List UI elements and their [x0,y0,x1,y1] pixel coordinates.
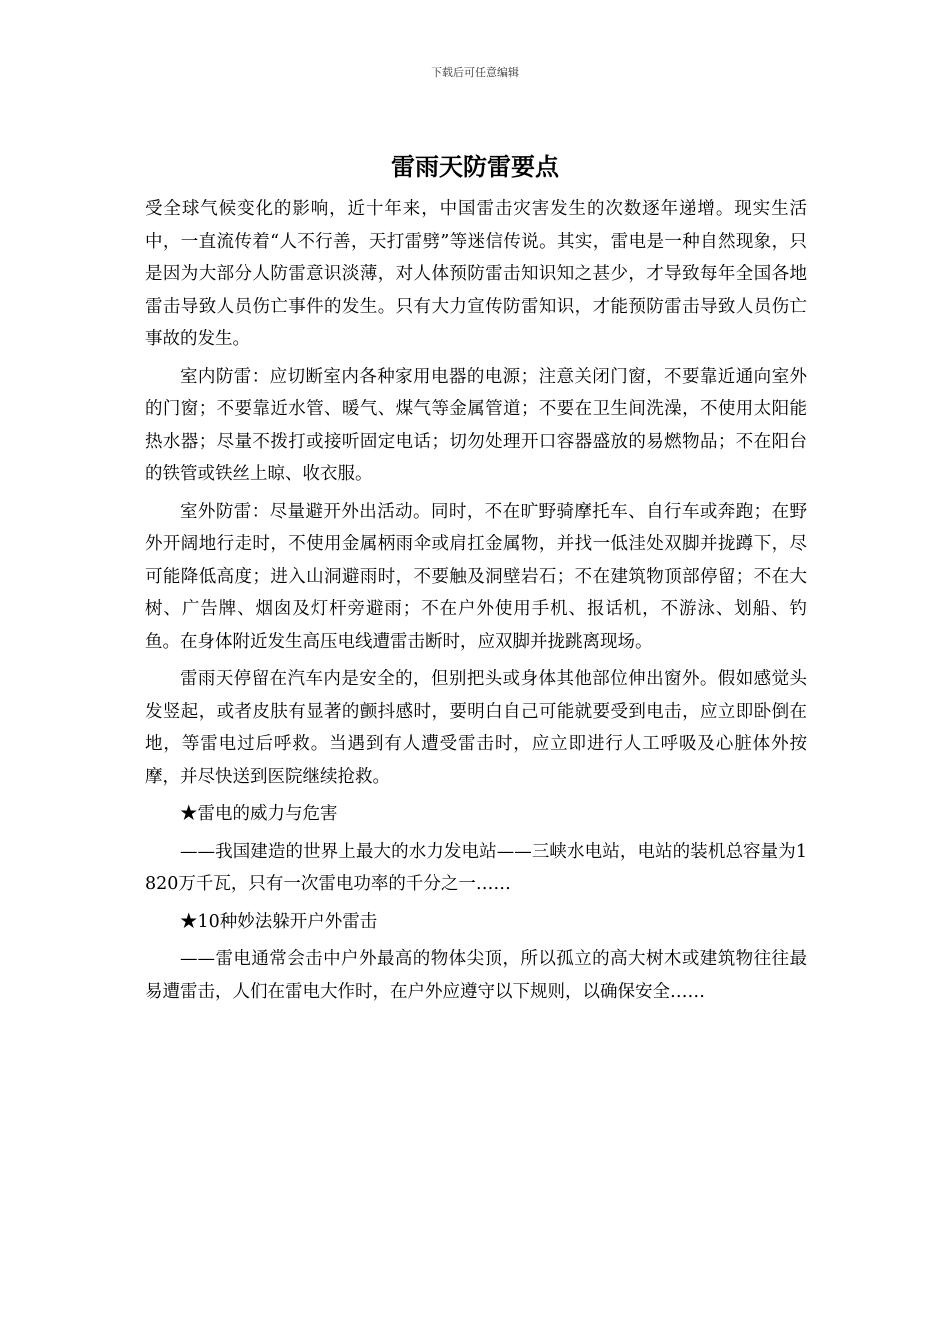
ten-methods-paragraph: ——雷电通常会击中户外最高的物体尖顶，所以孤立的高大树木或建筑物往往最易遭雷击，人们在雷电大作时，在户外应遵守以下规则，以确保安全…… [145,949,807,1002]
header-note: 下载后可任意编辑 [431,66,519,79]
section-heading-lightning-power: ★雷电的威力与危害 [180,804,338,824]
vehicle-safety-paragraph: 雷雨天停留在汽车内是安全的，但别把头或身体其他部位伸出窗外。假如感觉头发竖起，或者皮肤有显著的颤抖感时，要明白自己可能就要受到电击，应立即卧倒在地，等雷电过后呼救。当遇到有人遭受雷击时，应立即进行人工呼吸及心脏体外按摩，并尽快送到医院继续抢救。 [145,669,807,787]
outdoor-protection-paragraph: 室外防雷：尽量避开外出活动。同时，不在旷野骑摩托车、自行车或奔跑；在野外开阔地行走时，不使用金属柄雨伞或肩扛金属物，并找一低洼处双脚并拢蹲下，尽可能降低高度；进入山洞避雨时，不要触及洞壁岩石；不在建筑物顶部停留；不在大树、广告牌、烟囱及灯杆旁避雨；不在户外使用手机、报话机，不游泳、划船、钓鱼。在身体附近发生高压电线遭雷击断时，应双脚并拢跳离现场。 [145,501,807,652]
section-heading-ten-methods: ★10种妙法躲开户外雷击 [180,911,378,932]
intro-paragraph: 受全球气候变化的影响，近十年来，中国雷击灾害发生的次数逐年递增。现实生活中，一直流传着“人不行善，天打雷劈”等迷信传说。其实，雷电是一种自然现象，只是因为大部分人防雷意识淡薄，对人体预防雷击知识知之甚少，才导致每年全国各地雷击导致人员伤亡事件的发生。只有大力宣传防雷知识，才能预防雷击导致人员伤亡事故的发生。 [145,199,807,349]
indoor-protection-paragraph: 室内防雷：应切断室内各种家用电器的电源；注意关闭门窗，不要靠近通向室外的门窗；不要靠近水管、暖气、煤气等金属管道；不要在卫生间洗澡，不使用太阳能热水器；尽量不拨打或接听固定电话；切勿处理开口容器盛放的易燃物品；不在阳台的铁管或铁丝上晾、收衣服。 [145,366,807,484]
lightning-power-paragraph: ——我国建造的世界上最大的水力发电站——三峡水电站，电站的装机总容量为1820万千瓦，只有一次雷电功率的千分之一…… [145,841,807,894]
document-title: 雷雨天防雷要点 [391,152,559,181]
document-body [145,193,807,1013]
